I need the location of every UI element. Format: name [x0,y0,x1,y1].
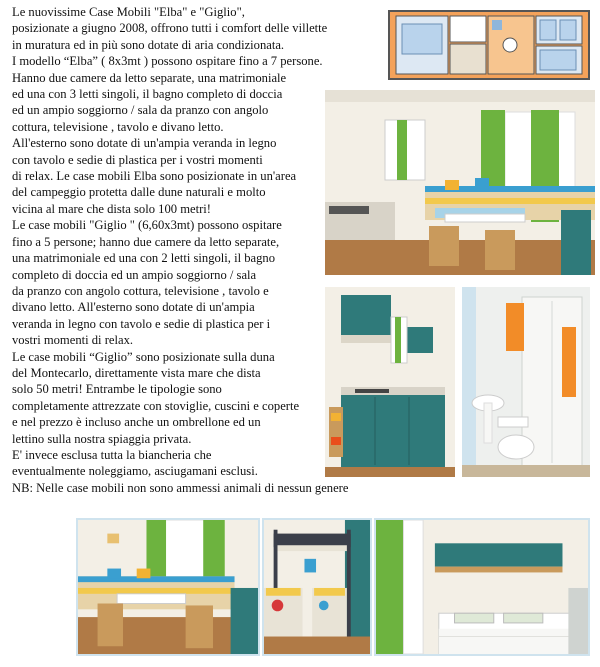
text-line: cottura, televisione , tavolo e divano letto. [12,119,224,134]
text-line: completamente attrezzate con stoviglie, cuscini e coperte [12,398,300,413]
floor-plan-image [388,10,590,80]
text-line: Hanno due camere da letto separate, una matrimoniale [12,70,287,85]
dining-nook-image [76,518,260,656]
text-line: All'esterno sono dotate di un'ampia veranda in legno [12,136,277,151]
text-line: di relax. Le case mobili Elba sono posizionate in un'area [12,169,297,184]
bathroom-image [462,287,590,477]
text-line: del campeggio protetta dalle dune naturali e molto [12,185,266,200]
text-line: Le case mobili "Giglio " (6,60x3mt) possono ospitare [12,218,282,233]
text-line: del Montecarlo, direttamente vista mare che dista [12,365,261,380]
kitchen-image [325,287,455,477]
text-line: fino a 5 persone; hanno due camere da letto separate, [12,234,280,249]
text-line: da pranzo con angolo cottura, televisione , tavolo e [12,283,269,298]
text-line: vostri momenti di relax. [12,333,134,348]
text-line: completo di doccia ed un ampio soggiorno / sala [12,267,257,282]
text-line: con tavolo e sedie di plastica per i vostri momenti [12,152,263,167]
text-line: I modello “Elba” ( 8x3mt ) possono ospitare fino a 7 persone. [12,54,323,69]
text-line: lettino sulla nostra spiaggia privata. [12,431,192,446]
text-line: una matrimoniale ed una con 2 letti singoli, il bagno [12,251,276,266]
text-line: Le case mobili “Giglio” sono posizionate sulla duna [12,349,275,364]
text-line: E' invece esclusa tutta la biancheria che [12,447,212,462]
text-line: NB: Nelle case mobili non sono ammessi animali di nessun genere [12,480,349,495]
text-line: divano letto. All'esterno sono dotate di un'ampia [12,300,255,315]
text-line: ed una con 3 letti singoli, il bagno completo di doccia [12,87,283,102]
living-room-image [325,90,595,275]
double-bedroom-image [374,518,590,656]
text-line: e nel prezzo è incluso anche un ombrellone ed un [12,415,261,430]
text-line: vicina al mare che dista solo 100 metri! [12,201,211,216]
text-line: veranda in legno con tavolo e sedie di plastica per i [12,316,271,331]
text-line: eventualmente noleggiamo, asciugamani esclusi. [12,464,258,479]
bunk-bedroom-image [262,518,372,656]
text-line: ed un ampio soggiorno / sala da pranzo con angolo [12,103,269,118]
text-line: Le nuovissime Case Mobili "Elba" e "Giglio", [12,5,245,19]
text-line: solo 50 metri! Entrambe le tipologie sono [12,382,222,397]
text-line: in muratura ed in più sono dotate di aria condizionata. [12,37,285,52]
text-line: posizionate a giugno 2008, offrono tutti i comfort delle villette [12,21,328,36]
